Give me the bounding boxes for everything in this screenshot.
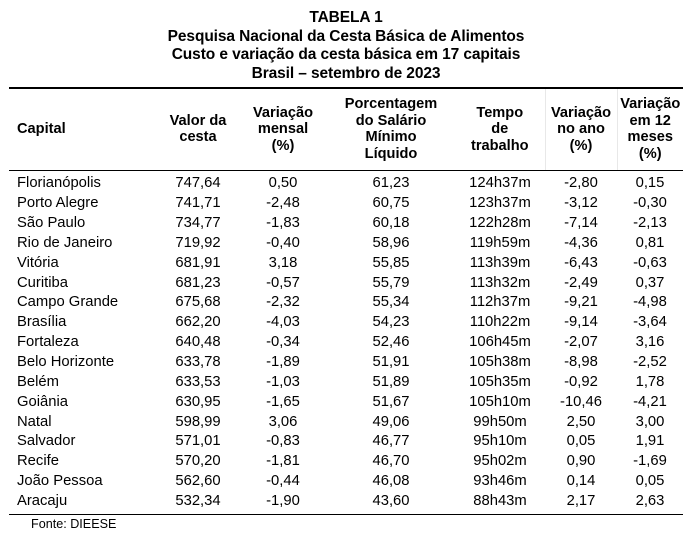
cell-tempo-de-trabalho: 105h38m (469, 353, 531, 370)
cell-variacao-em-12-meses: -0,63 (633, 254, 667, 271)
cell-variacao-mensal: -0,83 (266, 433, 300, 450)
cell-variacao-no-ano: -9,21 (564, 294, 598, 311)
cell-valor-da-cesta: 662,20 (175, 314, 221, 331)
cell-tempo-de-trabalho: 110h22m (469, 314, 531, 331)
cell-valor-da-cesta: 633,78 (175, 353, 221, 370)
cell-tempo-de-trabalho: 123h37m (469, 195, 531, 212)
column-header-capital (9, 88, 157, 171)
header-text: Porcentagem (344, 96, 438, 113)
cell-variacao-no-ano: -0,92 (564, 373, 598, 390)
cell-porcentagem-salario-minimo: 58,96 (372, 234, 410, 251)
column-header-porcentagem-salario-minimo (327, 88, 455, 171)
cell-variacao-no-ano: -2,49 (564, 274, 598, 291)
cell-variacao-em-12-meses: 3,00 (635, 413, 665, 430)
cell-porcentagem-salario-minimo: 46,77 (372, 433, 410, 450)
cell-valor-da-cesta: 532,34 (157, 492, 239, 514)
table-row (9, 194, 683, 214)
cell-variacao-em-12-meses: -1,69 (633, 453, 667, 470)
header-text: (%) (638, 145, 662, 162)
cell-variacao-no-ano: 0,90 (566, 453, 596, 470)
table-body (9, 171, 683, 514)
cell-capital: Fortaleza (17, 334, 79, 351)
header-text: mensal (257, 121, 309, 138)
cell-variacao-em-12-meses: -3,64 (633, 314, 667, 331)
cell-capital: Aracaju (9, 492, 157, 514)
cell-porcentagem-salario-minimo: 51,67 (372, 393, 410, 410)
table-row (9, 353, 683, 373)
cell-variacao-em-12-meses: 2,63 (617, 492, 683, 514)
header-text: Líquido (364, 145, 418, 162)
table-number: TABELA 1 (309, 9, 383, 26)
cell-porcentagem-salario-minimo: 60,18 (372, 215, 410, 232)
cell-variacao-mensal: -2,48 (266, 195, 300, 212)
table-row (9, 413, 683, 433)
cell-tempo-de-trabalho: 106h45m (469, 334, 531, 351)
cell-variacao-mensal: -1,81 (266, 453, 300, 470)
column-header-tempo-de-trabalho (455, 88, 545, 171)
cell-variacao-mensal: -1,03 (266, 373, 300, 390)
header-text: (%) (271, 137, 295, 154)
header-text: Capital (17, 121, 66, 138)
column-header-variacao-no-ano (545, 88, 617, 171)
cell-variacao-no-ano: -8,98 (564, 353, 598, 370)
cell-variacao-em-12-meses: 0,15 (635, 175, 665, 192)
header-text: Variação (550, 104, 612, 121)
cell-capital: João Pessoa (17, 473, 103, 490)
cell-valor-da-cesta: 598,99 (175, 413, 221, 430)
cell-variacao-mensal: -1,65 (266, 393, 300, 410)
cell-variacao-no-ano: -4,36 (564, 234, 598, 251)
cell-variacao-mensal: -1,89 (266, 353, 300, 370)
header-text: Mínimo (365, 129, 417, 146)
cell-capital: Rio de Janeiro (17, 234, 113, 251)
cell-capital: Curitiba (17, 274, 68, 291)
cell-variacao-no-ano: 0,14 (566, 473, 596, 490)
cell-porcentagem-salario-minimo: 46,70 (372, 453, 410, 470)
header-text: cesta (179, 129, 217, 146)
cell-tempo-de-trabalho: 105h10m (469, 393, 531, 410)
cell-tempo-de-trabalho: 93h46m (473, 473, 527, 490)
table-title-line-2: Pesquisa Nacional da Cesta Básica de Alimentos (167, 27, 525, 45)
cell-porcentagem-salario-minimo: 54,23 (372, 314, 410, 331)
cell-variacao-em-12-meses: 0,81 (635, 234, 665, 251)
cell-variacao-mensal: -0,44 (266, 473, 300, 490)
header-text: no ano (557, 121, 605, 138)
cell-variacao-em-12-meses: 1,91 (635, 433, 665, 450)
cell-capital: Recife (17, 453, 59, 470)
cell-capital: Belo Horizonte (17, 353, 115, 370)
table-row (9, 492, 683, 514)
cell-variacao-em-12-meses: -0,30 (633, 195, 667, 212)
cell-variacao-no-ano: -2,07 (564, 334, 598, 351)
table-row (9, 214, 683, 234)
cell-variacao-em-12-meses: 0,05 (635, 473, 665, 490)
cell-porcentagem-salario-minimo: 55,79 (372, 274, 410, 291)
cell-capital: Natal (17, 413, 52, 430)
cell-variacao-no-ano: -10,46 (560, 393, 602, 410)
table-row (9, 274, 683, 294)
cell-variacao-em-12-meses: -4,21 (633, 393, 667, 410)
cell-variacao-mensal: -1,83 (266, 215, 300, 232)
cell-capital: Belém (17, 373, 59, 390)
cell-variacao-mensal: 0,50 (268, 175, 298, 192)
cell-variacao-em-12-meses: 0,37 (635, 274, 665, 291)
cell-variacao-no-ano: 0,05 (566, 433, 596, 450)
table-row (9, 171, 683, 194)
table-row (9, 373, 683, 393)
cell-variacao-mensal: -0,40 (266, 234, 300, 251)
column-header-variacao-em-12-meses (617, 88, 683, 171)
header-text: Variação (252, 104, 314, 121)
cell-capital: Campo Grande (17, 294, 119, 311)
cell-capital: Brasília (17, 314, 67, 331)
cell-tempo-de-trabalho: 95h10m (473, 433, 527, 450)
table-row (9, 393, 683, 413)
column-header-valor-da-cesta (157, 88, 239, 171)
cell-valor-da-cesta: 570,20 (175, 453, 221, 470)
cell-variacao-em-12-meses: 1,78 (635, 373, 665, 390)
cell-valor-da-cesta: 640,48 (175, 334, 221, 351)
cell-valor-da-cesta: 734,77 (175, 215, 221, 232)
cell-variacao-no-ano: -9,14 (564, 314, 598, 331)
table-title-line-3: Custo e variação da cesta básica em 17 capitais (171, 46, 521, 64)
cell-variacao-no-ano: -2,80 (564, 175, 598, 192)
table-title-block (0, 0, 692, 83)
cell-valor-da-cesta: 630,95 (175, 393, 221, 410)
cell-porcentagem-salario-minimo: 60,75 (372, 195, 410, 212)
cell-tempo-de-trabalho: 88h43m (455, 492, 545, 514)
cell-porcentagem-salario-minimo: 52,46 (372, 334, 410, 351)
table-row (9, 293, 683, 313)
cell-variacao-mensal: -0,34 (266, 334, 300, 351)
cell-tempo-de-trabalho: 99h50m (473, 413, 527, 430)
cell-variacao-no-ano: 2,50 (566, 413, 596, 430)
cell-porcentagem-salario-minimo: 51,91 (372, 353, 410, 370)
table-row (9, 432, 683, 452)
header-text: Variação (620, 96, 681, 113)
table-row (9, 333, 683, 353)
cell-tempo-de-trabalho: 113h39m (469, 254, 531, 271)
cell-capital: Florianópolis (17, 175, 101, 192)
cell-variacao-em-12-meses: 3,16 (635, 334, 665, 351)
cell-capital: Salvador (17, 433, 76, 450)
cesta-basica-table (9, 87, 683, 514)
header-text: Valor da (169, 112, 227, 129)
cell-valor-da-cesta: 562,60 (175, 473, 221, 490)
cell-variacao-mensal: -2,32 (266, 294, 300, 311)
cell-variacao-em-12-meses: -4,98 (633, 294, 667, 311)
cell-variacao-no-ano: -6,43 (564, 254, 598, 271)
cell-capital: Vitória (17, 254, 59, 271)
table-source-footnote: Fonte: DIEESE (31, 516, 117, 531)
table-row (9, 234, 683, 254)
cell-porcentagem-salario-minimo: 46,08 (372, 473, 410, 490)
cell-variacao-mensal: -1,90 (239, 492, 327, 514)
cell-porcentagem-salario-minimo: 49,06 (372, 413, 410, 430)
header-text: do Salário (355, 112, 427, 129)
cell-variacao-no-ano: -7,14 (564, 215, 598, 232)
cell-porcentagem-salario-minimo: 61,23 (372, 175, 410, 192)
cell-valor-da-cesta: 681,23 (175, 274, 221, 291)
header-text: em 12 (629, 112, 671, 129)
column-header-variacao-mensal (239, 88, 327, 171)
cell-tempo-de-trabalho: 95h02m (473, 453, 527, 470)
cell-tempo-de-trabalho: 122h28m (469, 215, 531, 232)
cell-variacao-mensal: 3,06 (268, 413, 298, 430)
cell-variacao-mensal: 3,18 (268, 254, 298, 271)
table-row (9, 254, 683, 274)
cell-variacao-em-12-meses: -2,52 (633, 353, 667, 370)
table-header (9, 88, 683, 171)
header-text: trabalho (470, 137, 529, 154)
cell-porcentagem-salario-minimo: 43,60 (327, 492, 455, 514)
cell-tempo-de-trabalho: 119h59m (469, 234, 531, 251)
table-row (9, 452, 683, 472)
cell-capital: Porto Alegre (17, 195, 99, 212)
cell-valor-da-cesta: 681,91 (175, 254, 221, 271)
header-text: (%) (569, 137, 593, 154)
cell-tempo-de-trabalho: 124h37m (469, 175, 531, 192)
cell-capital: São Paulo (17, 215, 86, 232)
header-text: meses (627, 129, 673, 146)
cell-valor-da-cesta: 741,71 (175, 195, 221, 212)
table-title-line-4: Brasil – setembro de 2023 (251, 64, 441, 82)
cell-valor-da-cesta: 571,01 (175, 433, 221, 450)
cell-variacao-mensal: -0,57 (266, 274, 300, 291)
cell-porcentagem-salario-minimo: 51,89 (372, 373, 410, 390)
header-text: de (491, 121, 509, 138)
header-text: Tempo (476, 104, 524, 121)
cell-valor-da-cesta: 747,64 (175, 175, 221, 192)
table-row (9, 472, 683, 492)
table-row (9, 313, 683, 333)
cell-valor-da-cesta: 675,68 (175, 294, 221, 311)
cell-porcentagem-salario-minimo: 55,85 (372, 254, 410, 271)
cell-tempo-de-trabalho: 112h37m (469, 294, 531, 311)
cell-variacao-no-ano: 2,17 (545, 492, 617, 514)
cell-variacao-mensal: -4,03 (266, 314, 300, 331)
cell-variacao-em-12-meses: -2,13 (633, 215, 667, 232)
cell-valor-da-cesta: 719,92 (175, 234, 221, 251)
cell-variacao-no-ano: -3,12 (564, 195, 598, 212)
cell-valor-da-cesta: 633,53 (175, 373, 221, 390)
cell-tempo-de-trabalho: 105h35m (469, 373, 531, 390)
cell-tempo-de-trabalho: 113h32m (469, 274, 531, 291)
cell-porcentagem-salario-minimo: 55,34 (372, 294, 410, 311)
cell-capital: Goiânia (17, 393, 69, 410)
